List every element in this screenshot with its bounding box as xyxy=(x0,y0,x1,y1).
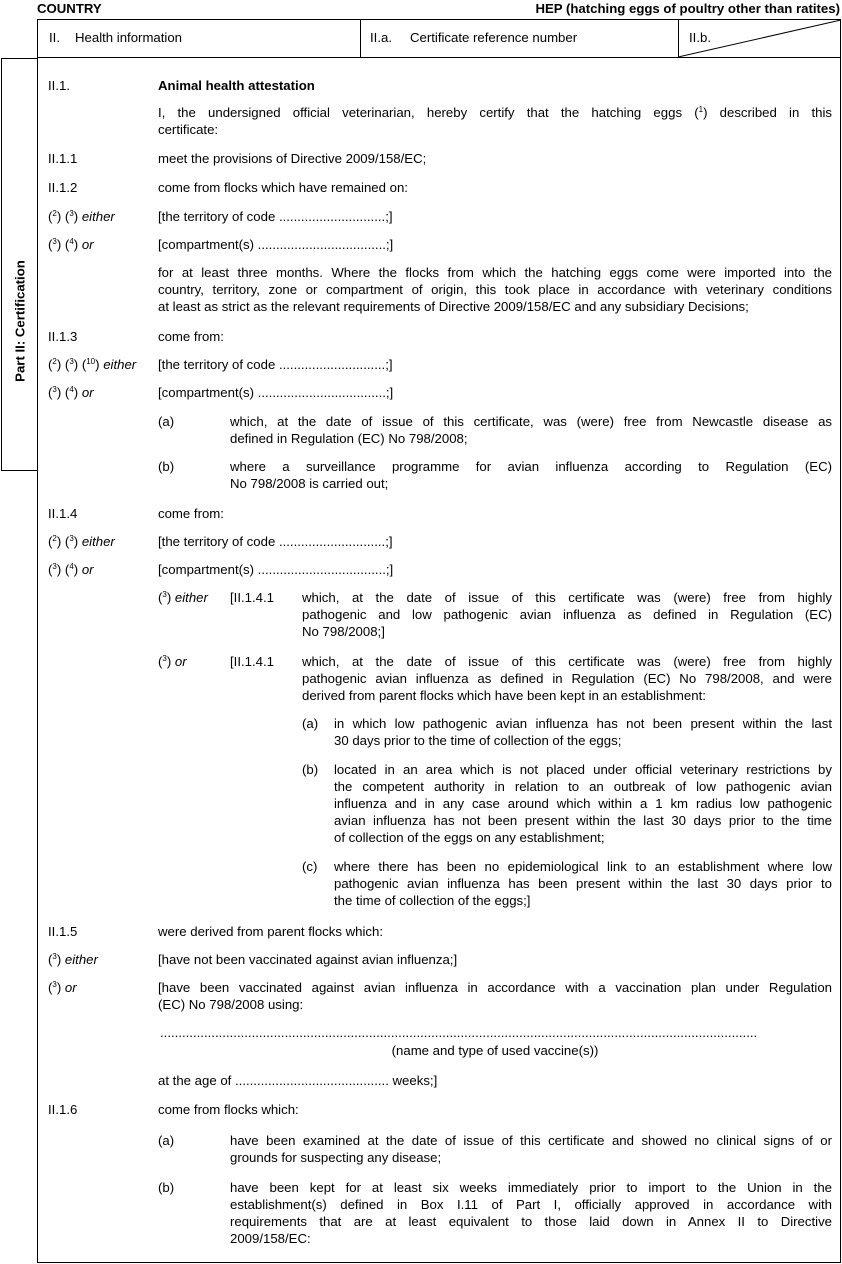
territory-field: [the territory of code .............................;] xyxy=(158,357,393,372)
clause-text: come from flocks which have remained on: xyxy=(158,180,408,195)
clause-number: II.1.2 xyxy=(48,180,78,195)
intro-paragraph: I, the undersigned official veterinarian, hereby certify that the hatching eggs ($^1$) described in this certificate: xyxy=(158,105,832,137)
ii16-b-text: have been kept for at least six weeks immediately prior to import to the Union in the establishment(s) defined in Box I.11 of Part I, officially approved in accordance with requirements that are at least equivalent to those laid down in Annex II to Directive 2009/158/EC: xyxy=(230,1180,832,1246)
clause-number: II.1.6 xyxy=(48,1102,78,1117)
clause-text: meet the provisions of Directive 2009/158/EC; xyxy=(158,151,427,166)
sub-clause-number: [II.1.4.1 xyxy=(230,654,274,669)
ii13-a-text: which, at the date of issue of this certificate, was (were) free from Newcastle disease as defined in Regulation (EC) No 798/2008; xyxy=(230,414,832,446)
ii13-b-text: where a surveillance programme for avian influenza according to Regulation (EC) No 798/2008 is carried out; xyxy=(230,459,832,491)
ii141-a-text: in which low pathogenic avian influenza has not been present within the last 30 days prior to the time of collection of the eggs; xyxy=(334,716,832,748)
compartment-field: [compartment(s) ...................................;] xyxy=(158,385,394,400)
top-row xyxy=(37,19,841,58)
clause-number: II.1.4 xyxy=(48,506,78,521)
ii141-c-text: where there has been no epidemiological link to an establishment where low pathogenic avian influenza has been present within the last 30 days prior to the time of collection of the eggs;] xyxy=(334,859,832,908)
side-label-box xyxy=(1,58,38,471)
section-number: II. xyxy=(49,30,60,45)
item-label: (b) xyxy=(158,1180,175,1195)
territory-field: [the territory of code .............................;] xyxy=(158,534,393,549)
clause-text: were derived from parent flocks which: xyxy=(158,924,384,939)
ii141-b-text: located in an area which is not placed under official veterinary restrictions by the competent authority in relation to an outbreak of low pathogenic avian influenza and in any case around which within a 1 km radius low pathogenic avian influenza has not been present within the last 30 days prior to the time of collection of the eggs on any establishment; xyxy=(334,762,832,845)
diagonal-line xyxy=(678,20,841,57)
item-label: (b) xyxy=(302,762,319,777)
header-country: COUNTRY xyxy=(37,1,102,16)
clause-number: II.1. xyxy=(48,78,70,93)
compartment-field: [compartment(s) ...................................;] xyxy=(158,562,394,577)
clause-text: come from flocks which: xyxy=(158,1102,299,1117)
ref-code: II.a. xyxy=(370,30,392,45)
clause-number: II.1.1 xyxy=(48,151,78,166)
clause-text: [have not been vaccinated against avian influenza;] xyxy=(158,952,458,967)
footnote-option: ($^3$) ($^4$) or xyxy=(48,385,94,400)
item-label: (a) xyxy=(158,1133,175,1148)
main-content xyxy=(37,57,841,1263)
clause-number: II.1.5 xyxy=(48,924,78,939)
vaccine-caption: (name and type of used vaccine(s)) xyxy=(391,1043,599,1058)
clause-number: II.1.3 xyxy=(48,329,78,344)
clause-text: come from: xyxy=(158,506,224,521)
footnote-option: ($^3$) either xyxy=(48,952,98,967)
footnote-option: ($^3$) either xyxy=(158,590,208,605)
item-label: (b) xyxy=(158,459,175,474)
item-label: (c) xyxy=(302,859,318,874)
sub-clause-number: [II.1.4.1 xyxy=(230,590,274,605)
item-label: (a) xyxy=(158,414,175,429)
footnote-option: ($^3$) ($^4$) or xyxy=(48,562,94,577)
clause-title: Animal health attestation xyxy=(158,78,315,93)
footnote-option: ($^2$) ($^3$) either xyxy=(48,534,115,549)
divider xyxy=(360,20,361,57)
territory-field: [the territory of code .............................;] xyxy=(158,209,393,224)
ii16-a-text: have been examined at the date of issue of this certificate and showed no clinical signs of or grounds for suspecting any disease; xyxy=(230,1133,832,1165)
compartment-field: [compartment(s) ...................................;] xyxy=(158,237,394,252)
ii12-paragraph: for at least three months. Where the flocks from which the hatching eggs come were imported into the country, territory, zone or compartment of origin, this took place in accordance with veterinary conditions at least as strict as the relevant requirements of Directive 2009/158/EC and any subsidiary Decisions; xyxy=(158,265,832,314)
ii15-or-text: [have been vaccinated against avian influenza in accordance with a vaccination plan under Regulation (EC) No 798/2008 using: xyxy=(158,980,832,1012)
age-line: at the age of .......................................... weeks;] xyxy=(158,1073,438,1088)
footnote-option: ($^3$) or xyxy=(158,654,187,669)
vaccine-dots-line: ................................................................................................................................................................... xyxy=(160,1025,758,1040)
footnote-option: ($^3$) or xyxy=(48,980,77,995)
ii141-either-text: which, at the date of issue of this certificate was (were) free from highly pathogenic and low pathogenic avian influenza as defined in Regulation (EC) No 798/2008;] xyxy=(302,590,832,639)
clause-text: come from: xyxy=(158,329,224,344)
iib-code: II.b. xyxy=(689,30,711,45)
ii141-or-text: which, at the date of issue of this certificate was (were) free from highly pathogenic avian influenza as defined in Regulation (EC) No 798/2008, and were derived from parent flocks which have been kept in an establishment: xyxy=(302,654,832,703)
footnote-option: ($^2$) ($^3$) either xyxy=(48,209,115,224)
section-title: Health information xyxy=(75,30,183,45)
ref-label: Certificate reference number xyxy=(410,30,578,45)
footnote-option: ($^2$) ($^3$) ($^{10}$) either xyxy=(48,357,137,372)
footnote-option: ($^3$) ($^4$) or xyxy=(48,237,94,252)
header-title: HEP (hatching eggs of poultry other than ratites) xyxy=(535,1,840,16)
item-label: (a) xyxy=(302,716,319,731)
side-label: Part II: Certification xyxy=(12,260,28,382)
